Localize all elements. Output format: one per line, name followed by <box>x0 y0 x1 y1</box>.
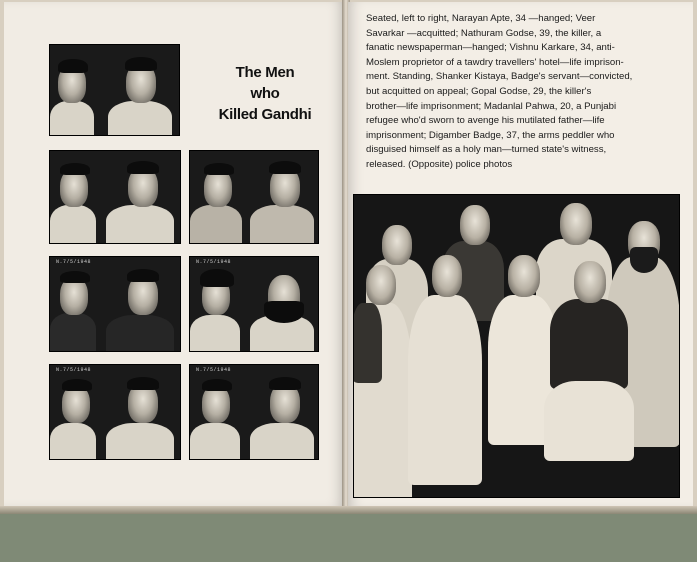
caption-line: brother—life imprisonment; Madanlal Pahwa, 20, a Punjabi <box>366 100 617 112</box>
caption-line: Savarkar —acquitted; Nathuram Godse, 39, the killer, a <box>366 27 602 39</box>
caption-line: but acquitted on appeal; Gopal Godse, 29, the killer's <box>366 85 592 97</box>
caption-line: Moslem proprietor of a tawdry travellers' hotel—life imprison- <box>366 56 624 68</box>
title-line: who <box>250 85 280 102</box>
left-page <box>4 2 345 506</box>
photo-caption <box>366 12 679 173</box>
mugshot-photo <box>189 150 319 244</box>
caption-line: disguised himself as a holy man—turned state's witness, <box>366 144 607 156</box>
caption-line: fanatic newspaperman—hanged; Vishnu Karkare, 34, anti- <box>366 42 615 54</box>
caption-line: released. (Opposite) police photos <box>366 158 513 170</box>
mugshot-photo: N.7/5/1948 <box>189 256 319 352</box>
mugshot-photo <box>49 150 181 244</box>
group-photo <box>353 194 680 498</box>
caption-line: Seated, left to right, Narayan Apte, 34 —hanged; Veer <box>366 13 596 24</box>
mugshot-photo: N.7/5/1948 <box>49 256 181 352</box>
caption-line: ment. Standing, Shanker Kistaya, Badge's servant—convicted, <box>366 71 633 83</box>
title-line: Killed Gandhi <box>218 106 312 123</box>
title-line: The Men <box>235 64 295 81</box>
caption-line: imprisonment; Digamber Badge, 37, the arms peddler who <box>366 129 615 141</box>
mugshot-photo <box>49 44 180 136</box>
page-edge <box>0 506 697 514</box>
page-title <box>200 62 330 125</box>
mugshot-photo: N.7/5/1948 <box>189 364 319 460</box>
caption-line: refugee who'd sworn to avenge his mutilated father—life <box>366 115 605 127</box>
mugshot-photo: N.7/5/1948 <box>49 364 181 460</box>
